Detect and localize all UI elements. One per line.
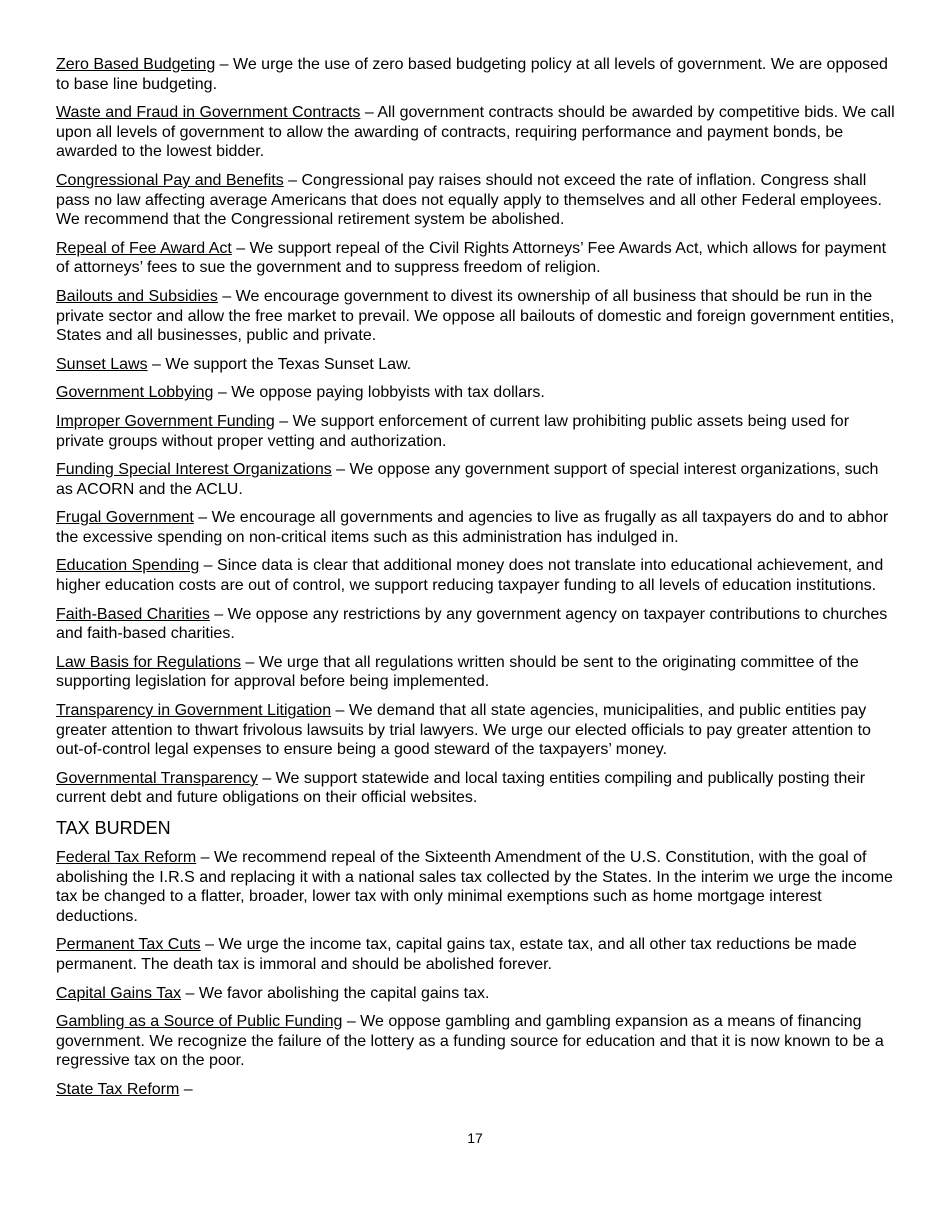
plank-term: Governmental Transparency — [56, 769, 258, 787]
page-number: 17 — [467, 1130, 483, 1146]
plank-zero-based-budgeting — [56, 55, 898, 94]
plank-text: – We demand that all state agencies, municipalities, and public entities pay greater attention to thwart frivolous lawsuits by trial lawyers. We urge our elected officials to pay greater attention to out-of-control legal expenses to ensure being a good steward of the taxpayers’ money. — [56, 702, 871, 759]
plank-term: Improper Government Funding — [56, 412, 275, 430]
plank-text: – We oppose any government support of special interest organizations, such as ACORN and the ACLU. — [56, 461, 879, 498]
plank-gambling-public-funding — [56, 1012, 898, 1071]
plank-text: – All government contracts should be awarded by competitive bids. We call upon all levels of government to allow the awarding of contracts, requiring performance and payment bonds, be awarded to the lowest bidder. — [56, 104, 895, 161]
plank-term: Funding Special Interest Organizations — [56, 461, 332, 479]
plank-term: Faith-Based Charities — [56, 605, 210, 623]
plank-waste-and-fraud — [56, 103, 898, 162]
plank-transparency-litigation — [56, 701, 898, 760]
plank-text: – We urge the use of zero based budgeting policy at all levels of government. We are opposed to base line budgeting. — [56, 56, 888, 93]
plank-text: – — [179, 1080, 193, 1098]
plank-faith-based-charities — [56, 605, 898, 644]
plank-capital-gains-tax — [56, 984, 898, 1004]
plank-text: – We support enforcement of current law prohibiting public assets being used for private groups without proper vetting and authorization. — [56, 412, 850, 450]
plank-law-basis-regulations — [56, 653, 898, 692]
plank-sunset-laws — [56, 355, 898, 375]
plank-education-spending — [56, 556, 898, 595]
plank-bailouts-and-subsidies — [56, 287, 898, 346]
plank-text: – We support statewide and local taxing entities compiling and publically posting their current debt and future obligations on their official websites. — [56, 769, 866, 807]
plank-term: Gambling as a Source of Public Funding — [56, 1013, 343, 1031]
plank-state-tax-reform — [56, 1080, 898, 1100]
plank-government-lobbying — [56, 383, 898, 403]
plank-text: – We oppose any restrictions by any government agency on taxpayer contributions to churches and faith-based charities. — [56, 605, 888, 643]
plank-term: Zero Based Budgeting — [56, 56, 216, 73]
plank-text: – We support the Texas Sunset Law. — [147, 355, 412, 373]
plank-text: – We urge that all regulations written should be sent to the originating committee of the supporting legislation for approval before being implemented. — [56, 653, 859, 691]
plank-text: – Congressional pay raises should not exceed the rate of inflation. Congress shall pass no law affecting average Americans that does not equally apply to themselves and all other Federal employees. We recommend that the Congressional retirement system be abolished. — [56, 171, 882, 229]
plank-text: – Since data is clear that additional money does not translate into educational achievement, and higher education costs are out of control, we support reducing taxpayer funding to all levels of education institutions. — [56, 557, 884, 595]
section-b — [56, 848, 898, 1100]
plank-term: Transparency in Government Litigation — [56, 702, 332, 720]
plank-term: Bailouts and Subsidies — [56, 287, 218, 305]
plank-text: – We encourage all governments and agencies to live as frugally as all taxpayers do and to abhor the excessive spending on non-critical items such as this administration has indulged in. — [56, 509, 889, 546]
plank-congressional-pay — [56, 171, 898, 230]
plank-text: – We favor abolishing the capital gains tax. — [181, 984, 490, 1002]
plank-federal-tax-reform — [56, 848, 898, 926]
plank-term: Waste and Fraud in Government Contracts — [56, 104, 361, 122]
plank-text: – We oppose paying lobbyists with tax dollars. — [213, 384, 545, 402]
plank-funding-special-interest — [56, 460, 898, 499]
plank-term: Frugal Government — [56, 509, 194, 527]
plank-permanent-tax-cuts — [56, 935, 898, 974]
section-heading: TAX BURDEN — [56, 818, 171, 838]
plank-text: – We support repeal of the Civil Rights Attorneys’ Fee Awards Act, which allows for payment of attorneys’ fees to sue the government and to suppress freedom of religion. — [56, 239, 887, 277]
plank-term: Sunset Laws — [56, 355, 148, 373]
plank-term: Congressional Pay and Benefits — [56, 171, 284, 189]
plank-text: – We urge the income tax, capital gains tax, estate tax, and all other tax reductions be made permanent. The death tax is immoral and should be abolished forever. — [56, 936, 857, 973]
plank-term: Federal Tax Reform — [56, 849, 197, 866]
plank-improper-government-funding — [56, 412, 898, 451]
plank-repeal-fee-award-act — [56, 239, 898, 278]
plank-text: – We encourage government to divest its ownership of all business that should be run in the private sector and allow the free market to prevail. We oppose all bailouts of domestic and foreign government entities, States and all businesses, public and private. — [56, 287, 895, 345]
plank-term: Government Lobbying — [56, 384, 214, 402]
plank-text: – We recommend repeal of the Sixteenth Amendment of the U.S. Constitution, with the goal of abolishing the I.R.S and replacing it with a national sales tax collected by the States. In the interim we urge the income tax be changed to a flatter, broader, lower tax with only minimal exemptions such as home mortgage interest deductions. — [56, 849, 893, 925]
plank-governmental-transparency — [56, 769, 898, 808]
plank-text: – We oppose gambling and gambling expansion as a means of financing government. We recognize the failure of the lottery as a funding source for education and that it is now known to be a regressive tax on the poor. — [56, 1013, 884, 1070]
plank-term: Law Basis for Regulations — [56, 653, 241, 671]
plank-term: Permanent Tax Cuts — [56, 936, 201, 954]
plank-term: Capital Gains Tax — [56, 984, 182, 1002]
plank-term: Education Spending — [56, 557, 200, 575]
plank-term: State Tax Reform — [56, 1080, 180, 1098]
section-a — [56, 55, 898, 808]
plank-term: Repeal of Fee Award Act — [56, 239, 232, 257]
plank-frugal-government — [56, 508, 898, 547]
